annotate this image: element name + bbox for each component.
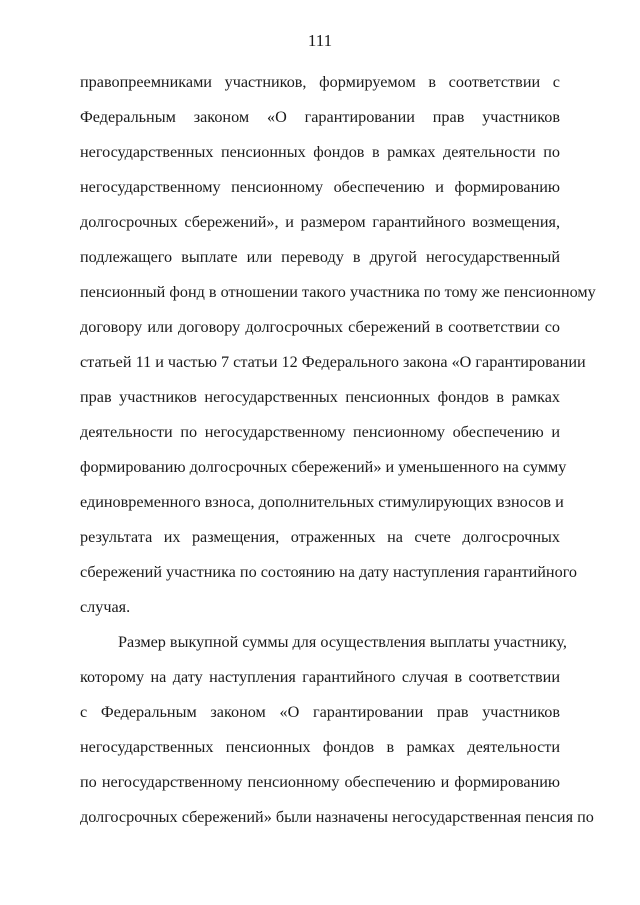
text-line: долгосрочных сбережений», и размером гарантийного возмещения, <box>80 213 560 231</box>
text-line: формированию долгосрочных сбережений» и уменьшенного на сумму <box>80 458 567 476</box>
text-line: негосударственных пенсионных фондов в рамках деятельности <box>80 738 560 756</box>
text-line: прав участников негосударственных пенсионных фондов в рамках <box>80 388 560 406</box>
text-line: сбережений участника по состоянию на дату наступления гарантийного <box>80 563 578 581</box>
text-line: по негосударственному пенсионному обеспечению и формированию <box>80 773 560 791</box>
text-line: пенсионный фонд в отношении такого участника по тому же пенсионному <box>80 283 596 301</box>
text-line: долгосрочных сбережений» были назначены негосударственная пенсия по <box>80 808 594 826</box>
text-line: которому на дату наступления гарантийного случая в соответствии <box>80 668 560 686</box>
text-line: случая. <box>80 598 131 616</box>
text-line: деятельности по негосударственному пенсионному обеспечению и <box>80 423 560 441</box>
text-line: единовременного взноса, дополнительных стимулирующих взносов и <box>80 493 564 511</box>
text-line: подлежащего выплате или переводу в другой негосударственный <box>80 248 560 266</box>
page-number: 111 <box>307 31 333 50</box>
text-line: с Федеральным законом «О гарантировании прав участников <box>80 703 560 721</box>
text-line: статьей 11 и частью 7 статьи 12 Федерального закона «О гарантировании <box>80 353 586 371</box>
text-line: негосударственному пенсионному обеспечению и формированию <box>80 178 560 196</box>
text-line: договору или договору долгосрочных сбережений в соответствии со <box>80 318 560 336</box>
text-line: Размер выкупной суммы для осуществления выплаты участнику, <box>118 633 567 651</box>
text-line: правопреемниками участников, формируемом в соответствии с <box>80 73 560 91</box>
text-line: результата их размещения, отраженных на счете долгосрочных <box>80 528 560 546</box>
text-line: негосударственных пенсионных фондов в рамках деятельности по <box>80 143 560 161</box>
text-line: Федеральным законом «О гарантировании прав участников <box>80 108 560 126</box>
